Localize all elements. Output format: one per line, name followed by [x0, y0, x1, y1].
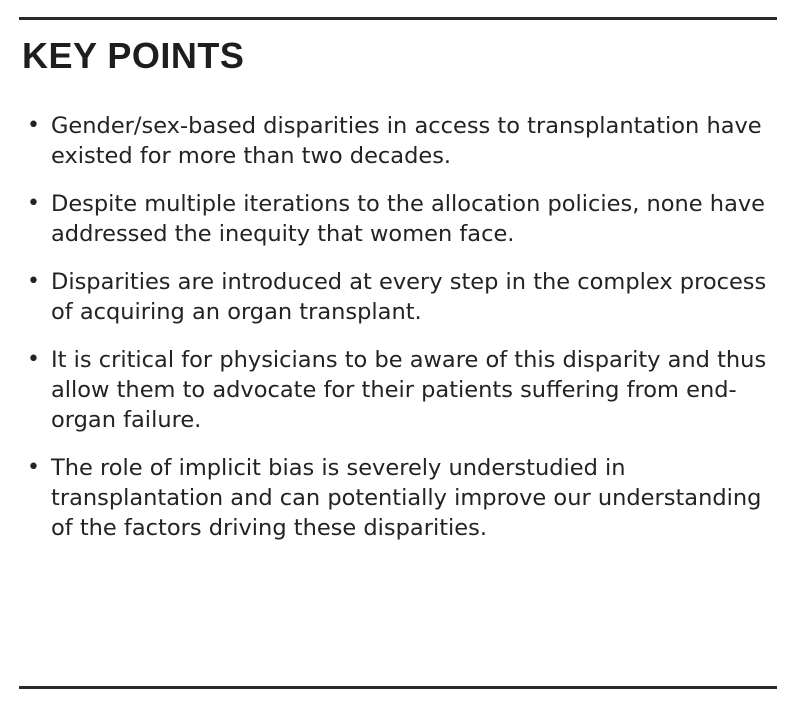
key-points-heading: KEY POINTS	[22, 35, 245, 76]
key-point-text: It is critical for physicians to be aware of this disparity and thus allow them to advocate for their patients suffering from end-organ failure.	[51, 347, 767, 433]
key-point-text: The role of implicit bias is severely understudied in transplantation and can potentially improve our understanding of the factors driving these disparities.	[51, 455, 762, 541]
key-point-item	[22, 345, 772, 435]
key-point-item	[22, 111, 772, 171]
top-rule	[19, 17, 777, 20]
bottom-rule	[19, 686, 777, 689]
bullet-icon: •	[27, 269, 40, 294]
key-point-item	[22, 453, 772, 543]
key-point-text: Despite multiple iterations to the allocation policies, none have addressed the inequity that women face.	[51, 191, 766, 247]
bullet-icon: •	[27, 191, 40, 216]
bullet-icon: •	[27, 113, 40, 138]
key-points-list	[22, 111, 772, 561]
key-point-item	[22, 189, 772, 249]
bullet-icon: •	[27, 455, 40, 480]
key-point-item	[22, 267, 772, 327]
bullet-icon: •	[27, 347, 40, 372]
key-point-text: Disparities are introduced at every step in the complex process of acquiring an organ transplant.	[51, 269, 767, 325]
key-point-text: Gender/sex-based disparities in access to transplantation have existed for more than two decades.	[51, 113, 762, 169]
